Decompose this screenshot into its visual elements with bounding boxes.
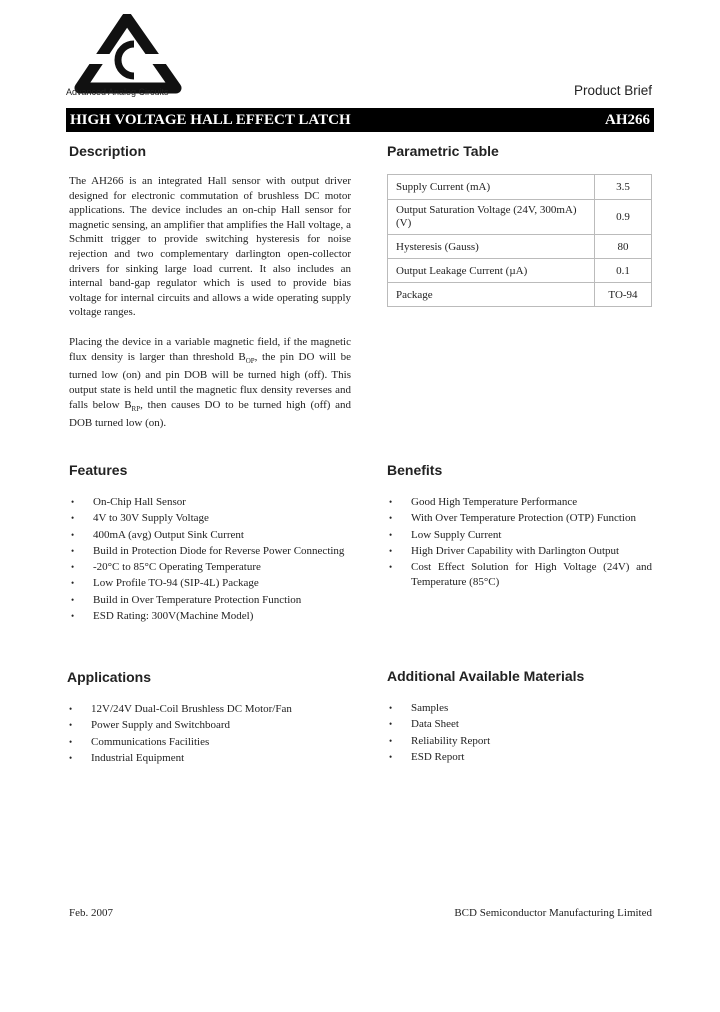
value-cell: 80 — [595, 235, 652, 259]
list-item: • 12V/24V Dual-Coil Brushless DC Motor/Fan — [67, 702, 351, 717]
list-item: • 4V to 30V Supply Voltage — [69, 511, 351, 526]
description-para-1: The AH266 is an integrated Hall sensor with output driver designed for electronic commutation of brushless DC motor applications. The device includes an on-chip Hall sensor for magnetic sensing, an amplifier that amplifies the Hall voltage, a Schmitt trigger to provide switching hysteresis for noise rejection and two complementary darlington open-collector drivers for sinking large load current. It also includes an internal band-gap regulator which is used to provide bias voltage for internal circuits and allows a wide operating supply voltage ranges. — [69, 175, 351, 319]
param-cell: Output Saturation Voltage (24V, 300mA) (V) — [388, 200, 595, 235]
param-cell: Output Leakage Current (µA) — [388, 259, 595, 283]
list-item: • 400mA (avg) Output Sink Current — [69, 528, 351, 543]
benefits-list — [387, 495, 652, 591]
banner-title: HIGH VOLTAGE HALL EFFECT LATCH — [70, 112, 351, 128]
parametric-table — [387, 174, 652, 307]
list-item: • Data Sheet — [387, 717, 652, 732]
part-number: AH266 — [605, 112, 650, 128]
description-para-2 — [69, 335, 351, 431]
aac-logo-icon — [66, 14, 188, 96]
list-item: • -20°C to 85°C Operating Temperature — [69, 560, 351, 575]
features-heading: Features — [69, 462, 128, 478]
materials-list — [387, 701, 652, 766]
para2-text-b: , the pin DO will be turned low (on) and pin DOB will be turned high (off). This output state is held until the magnetic flux density reverses and falls below B — [69, 350, 351, 411]
table-row — [388, 175, 652, 200]
para2-text-a: Placing the device in a variable magnetic field, if the magnetic flux density is larger than threshold B — [69, 336, 351, 363]
list-item: • Build in Over Temperature Protection Function — [69, 593, 351, 608]
table-row — [388, 283, 652, 307]
list-item: • On-Chip Hall Sensor — [69, 495, 351, 510]
param-cell: Hysteresis (Gauss) — [388, 235, 595, 259]
value-cell: TO-94 — [595, 283, 652, 307]
list-item: • ESD Rating: 300V(Machine Model) — [69, 609, 351, 624]
table-row — [388, 259, 652, 283]
company-logo-text: Advanced Analog Circuits — [66, 87, 169, 97]
value-cell: 3.5 — [595, 175, 652, 200]
para2-sub-rp: RP — [131, 404, 141, 413]
list-item: • With Over Temperature Protection (OTP) Function — [387, 511, 652, 526]
value-cell: 0.9 — [595, 200, 652, 235]
list-item: • Power Supply and Switchboard — [67, 718, 351, 733]
list-item: • ESD Report — [387, 750, 652, 765]
list-item: • Samples — [387, 701, 652, 716]
applications-heading: Applications — [67, 669, 152, 685]
list-item: • High Driver Capability with Darlington Output — [387, 544, 652, 559]
param-cell: Supply Current (mA) — [388, 175, 595, 200]
param-cell: Package — [388, 283, 595, 307]
features-list — [69, 495, 351, 625]
para2-sub-op: OP — [245, 356, 255, 365]
materials-heading: Additional Available Materials — [387, 668, 585, 684]
para2-text-c: , then causes DO to be turned high (off) and DOB turned low (on). — [69, 398, 351, 430]
list-item: • Cost Effect Solution for High Voltage (24V) and Temperature (85°C) — [387, 560, 652, 589]
applications-list — [67, 702, 351, 767]
list-item: • Industrial Equipment — [67, 751, 351, 766]
footer-company: BCD Semiconductor Manufacturing Limited — [454, 907, 652, 919]
description-heading: Description — [69, 143, 147, 159]
value-cell: 0.1 — [595, 259, 652, 283]
list-item: • Good High Temperature Performance — [387, 495, 652, 510]
list-item: • Reliability Report — [387, 734, 652, 749]
parametric-heading: Parametric Table — [387, 143, 499, 159]
title-banner — [66, 108, 654, 132]
table-row — [388, 200, 652, 235]
footer-date: Feb. 2007 — [69, 907, 113, 919]
list-item: • Build in Protection Diode for Reverse Power Connecting — [69, 544, 351, 559]
list-item: • Communications Facilities — [67, 735, 351, 750]
list-item: • Low Supply Current — [387, 528, 652, 543]
table-row — [388, 235, 652, 259]
doc-type-label: Product Brief — [573, 83, 652, 98]
benefits-heading: Benefits — [387, 462, 443, 478]
list-item: • Low Profile TO-94 (SIP-4L) Package — [69, 576, 351, 591]
